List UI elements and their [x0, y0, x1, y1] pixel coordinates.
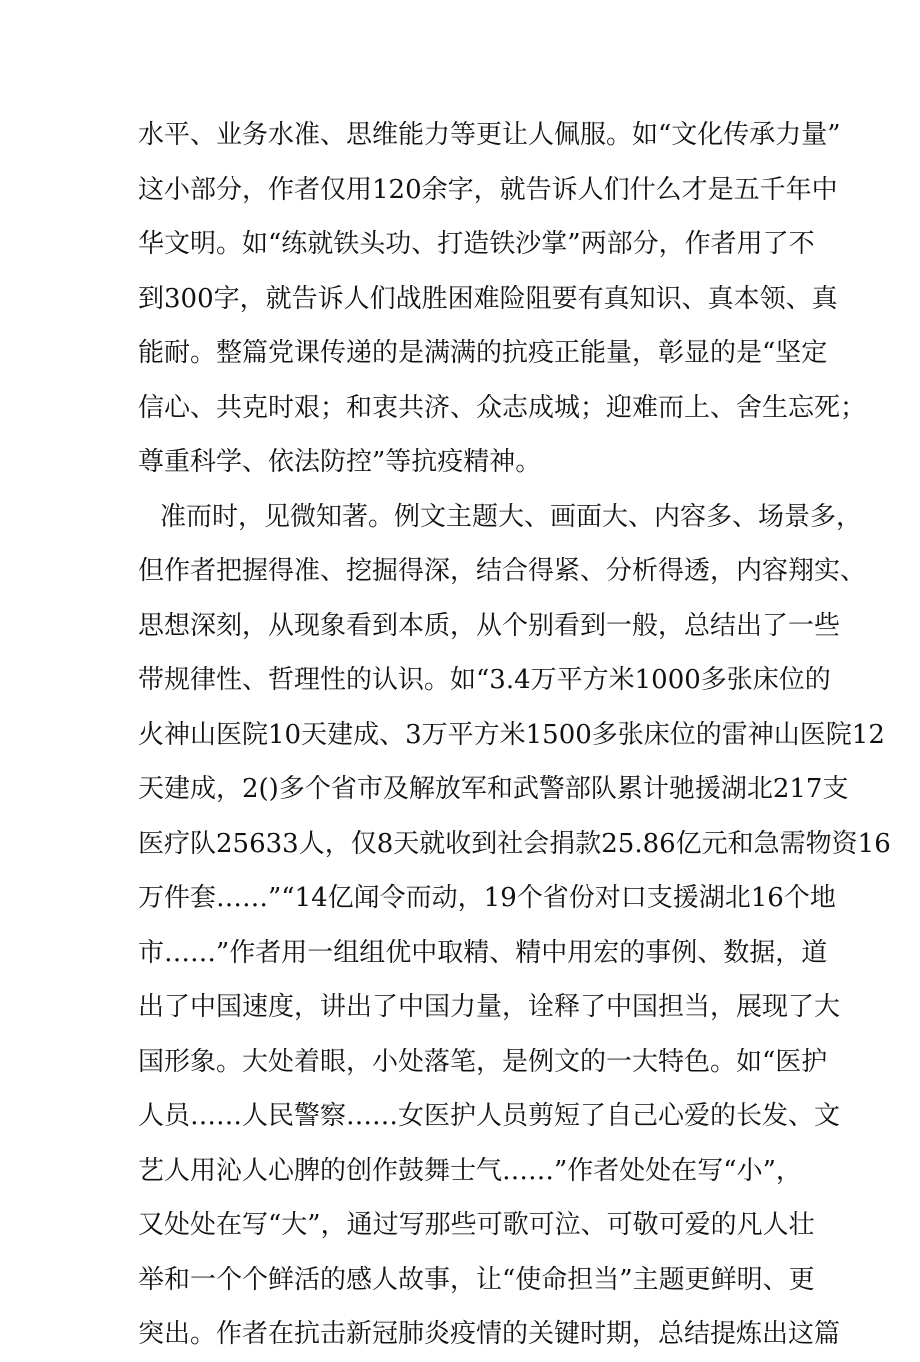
text-line: 国形象。大处着眼，小处落笔，是例文的一大特色。如“医护 — [138, 1046, 828, 1077]
text-line: 思想深刻，从现象看到本质，从个别看到一般，总结出了一些 — [138, 610, 841, 641]
text-line: 市……”作者用一组组优中取精、精中用宏的事例、数据，道 — [138, 937, 828, 968]
paragraph-start-line: 准而时，见微知著。例文主题大、画面大、内容多、场景多， — [160, 501, 863, 532]
text-line: 又处处在写“大”，通过写那些可歌可泣、可敬可爱的凡人壮 — [138, 1210, 815, 1240]
text-line: 这小部分，作者仅用120余字，就告诉人们什么才是五千年中 — [138, 174, 838, 205]
text-line: 举和一个个鲜活的感人故事，让“使命担当”主题更鲜明、更 — [138, 1264, 815, 1295]
text-line: 万件套……”“14亿闻令而动，19个省份对口支援湖北16个地 — [138, 883, 836, 913]
text-line: 医疗队25633人，仅8天就收到社会捐款25.86亿元和急需物资16 — [138, 828, 891, 859]
text-line: 到300字，就告诉人们战胜困难险阻要有真知识、真本领、真 — [138, 283, 838, 314]
text-line: 艺人用沁人心脾的创作鼓舞士气……”作者处处在写“小”， — [138, 1155, 802, 1186]
text-line: 能耐。整篇党课传递的是满满的抗疫正能量，彰显的是“坚定 — [138, 338, 828, 368]
body-text — [138, 108, 891, 1362]
text-line: 人员……人民警察……女医护人员剪短了自己心爱的长发、文 — [138, 1101, 841, 1131]
text-line: 水平、业务水准、思维能力等更让人佩服。如“文化传承力量” — [138, 120, 841, 150]
text-line: 出了中国速度，讲出了中国力量，诠释了中国担当，展现了大 — [138, 992, 841, 1022]
text-line: 天建成，2()多个省市及解放军和武警部队累计驰援湖北217支 — [138, 774, 849, 804]
text-line: 但作者把握得准、挖掘得深，结合得紧、分析得透，内容翔实、 — [138, 556, 867, 586]
text-line: 华文明。如“练就铁头功、打造铁沙掌”两部分，作者用了不 — [138, 229, 815, 259]
text-line: 突出。作者在抗击新冠肺炎疫情的关键时期，总结提炼出这篇 — [138, 1319, 841, 1349]
text-line: 尊重科学、依法防控”等抗疫精神。 — [138, 447, 542, 477]
text-line: 火神山医院10天建成、3万平方米1500多张床位的雷神山医院12 — [138, 719, 885, 750]
text-line: 信心、共克时艰；和衷共济、众志成城；迎难而上、舍生忘死； — [138, 392, 867, 423]
text-line: 带规律性、哲理性的认识。如“3.4万平方米1000多张床位的 — [138, 665, 831, 695]
